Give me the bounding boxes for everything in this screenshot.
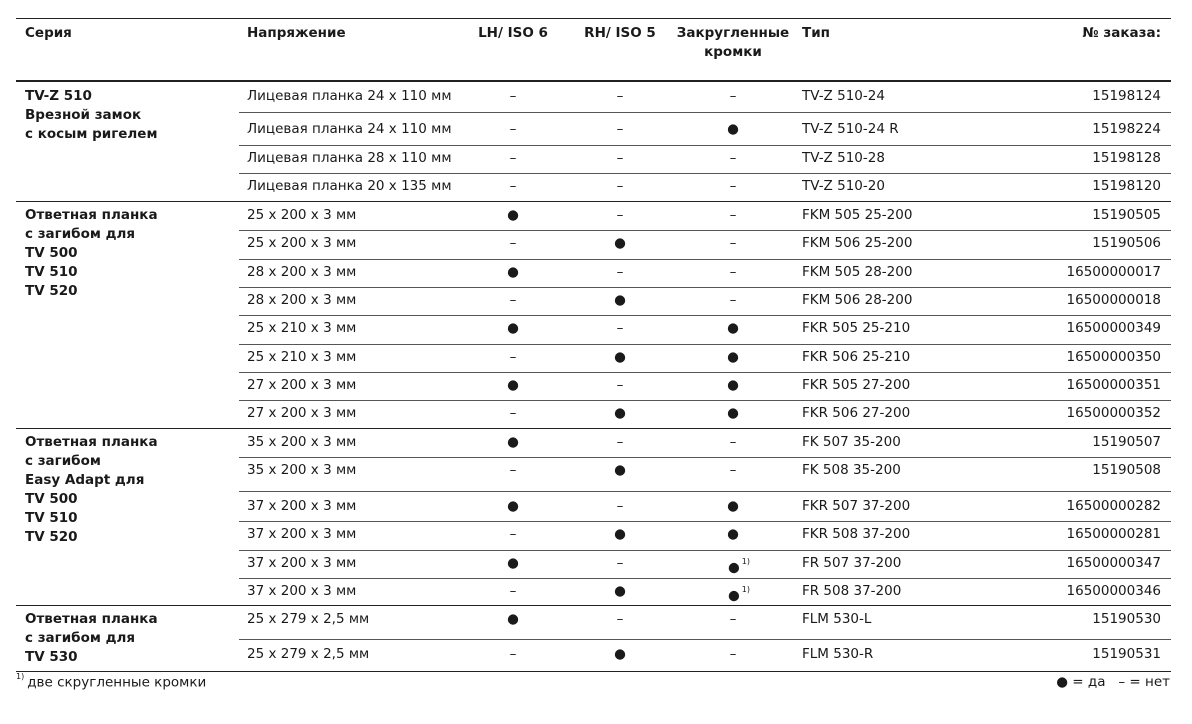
voltage-cell: 37 x 200 x 3 мм xyxy=(247,498,357,514)
footnote-mark: 1) xyxy=(16,672,25,681)
row-divider xyxy=(239,230,1171,231)
order-cell: 16500000347 xyxy=(1066,555,1161,571)
rounded-value: ● xyxy=(727,121,739,137)
lh-cell: – xyxy=(509,526,517,542)
rh-cell: – xyxy=(616,498,624,514)
rh-cell: – xyxy=(616,150,624,166)
rh-cell: – xyxy=(616,88,624,104)
rounded-value: – xyxy=(729,434,737,450)
rounded-cell xyxy=(713,404,753,423)
order-cell: 16500000346 xyxy=(1066,583,1161,599)
rounded-cell xyxy=(713,177,753,196)
rounded-cell xyxy=(713,120,753,139)
type-cell: FKR 508 37-200 xyxy=(802,526,911,542)
rh-cell: – xyxy=(616,377,624,393)
voltage-cell: 25 x 210 x 3 мм xyxy=(247,320,357,336)
rounded-value: – xyxy=(729,264,737,280)
type-cell: TV-Z 510-24 xyxy=(802,88,885,104)
header-rounded: Закругленные кромки xyxy=(676,25,790,60)
header-lh: LH/ ISO 6 xyxy=(478,25,548,41)
rounded-cell xyxy=(713,87,753,106)
rounded-value: – xyxy=(729,292,737,308)
type-cell: FKR 507 37-200 xyxy=(802,498,911,514)
row-divider xyxy=(239,315,1171,316)
rounded-cell xyxy=(713,291,753,310)
series-label: TV-Z 510 Врезной замок с косым ригелем xyxy=(25,88,158,142)
footnote xyxy=(16,674,206,691)
row-divider xyxy=(239,259,1171,260)
lh-cell: – xyxy=(509,178,517,194)
lh-cell: – xyxy=(509,88,517,104)
lh-cell: ● xyxy=(507,611,519,627)
rounded-value: – xyxy=(729,207,737,223)
order-cell: 16500000349 xyxy=(1066,320,1161,336)
type-cell: TV-Z 510-24 R xyxy=(802,121,899,137)
row-divider xyxy=(239,457,1171,458)
voltage-cell: 37 x 200 x 3 мм xyxy=(247,555,357,571)
lh-cell: ● xyxy=(507,555,519,571)
type-cell: FKR 505 27-200 xyxy=(802,377,911,393)
order-cell: 15190530 xyxy=(1092,611,1161,627)
lh-cell: – xyxy=(509,150,517,166)
voltage-cell: 25 x 279 x 2,5 мм xyxy=(247,611,370,627)
type-cell: FR 508 37-200 xyxy=(802,583,902,599)
type-cell: TV-Z 510-20 xyxy=(802,178,885,194)
order-cell: 15190506 xyxy=(1092,235,1161,251)
table-top-rule xyxy=(16,18,1171,19)
voltage-cell: 25 x 200 x 3 мм xyxy=(247,235,357,251)
voltage-cell: 37 x 200 x 3 мм xyxy=(247,526,357,542)
lh-cell: – xyxy=(509,646,517,662)
rounded-value: ● xyxy=(727,405,739,421)
voltage-cell: 35 x 200 x 3 мм xyxy=(247,462,357,478)
row-divider xyxy=(239,578,1171,579)
rh-cell: ● xyxy=(614,405,626,421)
rounded-value: ● xyxy=(727,349,739,365)
rh-cell: ● xyxy=(614,349,626,365)
rounded-cell xyxy=(713,376,753,395)
rounded-value: – xyxy=(729,150,737,166)
rh-cell: – xyxy=(616,121,624,137)
group-divider xyxy=(16,605,1171,606)
header-voltage: Напряжение xyxy=(247,25,346,41)
rounded-value: ● xyxy=(727,377,739,393)
type-cell: FKM 505 28-200 xyxy=(802,264,913,280)
header-bottom-rule xyxy=(16,80,1171,82)
order-cell: 16500000352 xyxy=(1066,405,1161,421)
voltage-cell: Лицевая планка 24 x 110 мм xyxy=(247,121,452,137)
lh-cell: ● xyxy=(507,264,519,280)
rounded-value: – xyxy=(729,235,737,251)
group-divider xyxy=(16,671,1171,672)
voltage-cell: 28 x 200 x 3 мм xyxy=(247,264,357,280)
row-divider xyxy=(239,145,1171,146)
rounded-value: ● xyxy=(727,320,739,336)
order-cell: 16500000017 xyxy=(1066,264,1161,280)
voltage-cell: 37 x 200 x 3 мм xyxy=(247,583,357,599)
order-cell: 15198224 xyxy=(1092,121,1161,137)
header-type: Тип xyxy=(802,25,830,41)
row-divider xyxy=(239,173,1171,174)
order-cell: 15190508 xyxy=(1092,462,1161,478)
row-divider xyxy=(239,287,1171,288)
voltage-cell: 35 x 200 x 3 мм xyxy=(247,434,357,450)
rounded-value: – xyxy=(729,462,737,478)
footnote-text: две скругленные кромки xyxy=(27,674,207,691)
type-cell: FKR 506 27-200 xyxy=(802,405,911,421)
rounded-value: ● xyxy=(728,587,740,604)
footnote-ref: 1) xyxy=(741,557,750,566)
type-cell: FKR 506 25-210 xyxy=(802,349,911,365)
rounded-cell xyxy=(713,263,753,282)
rh-cell: ● xyxy=(614,292,626,308)
voltage-cell: 25 x 279 x 2,5 мм xyxy=(247,646,370,662)
row-divider xyxy=(239,639,1171,640)
row-divider xyxy=(239,491,1171,492)
rh-cell: – xyxy=(616,611,624,627)
rh-cell: – xyxy=(616,434,624,450)
voltage-cell: Лицевая планка 28 x 110 мм xyxy=(247,150,452,166)
rh-cell: ● xyxy=(614,235,626,251)
row-divider xyxy=(239,344,1171,345)
rounded-value: ● xyxy=(728,559,740,576)
order-cell: 15190507 xyxy=(1092,434,1161,450)
order-cell: 15198128 xyxy=(1092,150,1161,166)
rounded-value: – xyxy=(729,178,737,194)
order-cell: 16500000018 xyxy=(1066,292,1161,308)
lh-cell: – xyxy=(509,121,517,137)
row-divider xyxy=(239,521,1171,522)
lh-cell: ● xyxy=(507,434,519,450)
legend: ● = да – = нет xyxy=(1056,674,1170,690)
voltage-cell: Лицевая планка 24 x 110 мм xyxy=(247,88,452,104)
lh-cell: ● xyxy=(507,207,519,223)
type-cell: FR 507 37-200 xyxy=(802,555,902,571)
rh-cell: – xyxy=(616,320,624,336)
type-cell: FKM 505 25-200 xyxy=(802,207,913,223)
voltage-cell: 25 x 210 x 3 мм xyxy=(247,349,357,365)
rounded-cell xyxy=(713,149,753,168)
header-order: № заказа: xyxy=(1082,25,1161,41)
row-divider xyxy=(239,112,1171,113)
series-label: Ответная планка с загибом для TV 500 TV 510 TV 520 xyxy=(25,207,158,299)
lh-cell: – xyxy=(509,292,517,308)
voltage-cell: 28 x 200 x 3 мм xyxy=(247,292,357,308)
order-cell: 16500000351 xyxy=(1066,377,1161,393)
rounded-value: ● xyxy=(727,526,739,542)
lh-cell: ● xyxy=(507,320,519,336)
lh-cell: – xyxy=(509,405,517,421)
rh-cell: – xyxy=(616,264,624,280)
group-divider xyxy=(16,428,1171,429)
series-label: Ответная планка с загибом для TV 530 xyxy=(25,611,158,665)
rounded-cell xyxy=(713,461,753,480)
header-rh: RH/ ISO 5 xyxy=(584,25,656,41)
type-cell: FKM 506 25-200 xyxy=(802,235,913,251)
order-cell: 16500000281 xyxy=(1066,526,1161,542)
lh-cell: – xyxy=(509,583,517,599)
rounded-value: – xyxy=(729,646,737,662)
lh-cell: – xyxy=(509,349,517,365)
rh-cell: – xyxy=(616,207,624,223)
order-cell: 15190531 xyxy=(1092,646,1161,662)
type-cell: FLM 530-R xyxy=(802,646,874,662)
voltage-cell: 25 x 200 x 3 мм xyxy=(247,207,357,223)
row-divider xyxy=(239,372,1171,373)
rounded-cell xyxy=(719,582,759,606)
voltage-cell: 27 x 200 x 3 мм xyxy=(247,377,357,393)
type-cell: FLM 530-L xyxy=(802,611,872,627)
order-cell: 15198124 xyxy=(1092,88,1161,104)
rounded-cell xyxy=(713,433,753,452)
rh-cell: ● xyxy=(614,526,626,542)
rounded-value: – xyxy=(729,88,737,104)
rounded-cell xyxy=(713,497,753,516)
series-label: Ответная планка с загибом Easy Adapt для TV 500 TV 510 TV 520 xyxy=(25,434,158,545)
order-cell: 15198120 xyxy=(1092,178,1161,194)
row-divider xyxy=(239,400,1171,401)
rounded-value: ● xyxy=(727,498,739,514)
type-cell: FK 507 35-200 xyxy=(802,434,901,450)
rh-cell: ● xyxy=(614,583,626,599)
lh-cell: – xyxy=(509,462,517,478)
lh-cell: – xyxy=(509,235,517,251)
lh-cell: ● xyxy=(507,498,519,514)
rh-cell: ● xyxy=(614,646,626,662)
type-cell: FK 508 35-200 xyxy=(802,462,901,478)
voltage-cell: 27 x 200 x 3 мм xyxy=(247,405,357,421)
rounded-value: – xyxy=(729,611,737,627)
footnote-ref: 1) xyxy=(741,585,750,594)
order-cell: 16500000350 xyxy=(1066,349,1161,365)
rounded-cell xyxy=(713,610,753,629)
order-cell: 15190505 xyxy=(1092,207,1161,223)
rh-cell: – xyxy=(616,178,624,194)
rounded-cell xyxy=(713,319,753,338)
lh-cell: ● xyxy=(507,377,519,393)
rh-cell: ● xyxy=(614,462,626,478)
rounded-cell xyxy=(713,645,753,664)
row-divider xyxy=(239,550,1171,551)
rounded-cell xyxy=(713,525,753,544)
rounded-cell xyxy=(713,206,753,225)
rh-cell: – xyxy=(616,555,624,571)
rounded-cell xyxy=(713,234,753,253)
type-cell: FKM 506 28-200 xyxy=(802,292,913,308)
rounded-cell xyxy=(713,348,753,367)
voltage-cell: Лицевая планка 20 x 135 мм xyxy=(247,178,452,194)
group-divider xyxy=(16,201,1171,202)
order-cell: 16500000282 xyxy=(1066,498,1161,514)
type-cell: FKR 505 25-210 xyxy=(802,320,911,336)
rounded-cell xyxy=(719,554,759,578)
header-series: Серия xyxy=(25,25,72,41)
type-cell: TV-Z 510-28 xyxy=(802,150,885,166)
